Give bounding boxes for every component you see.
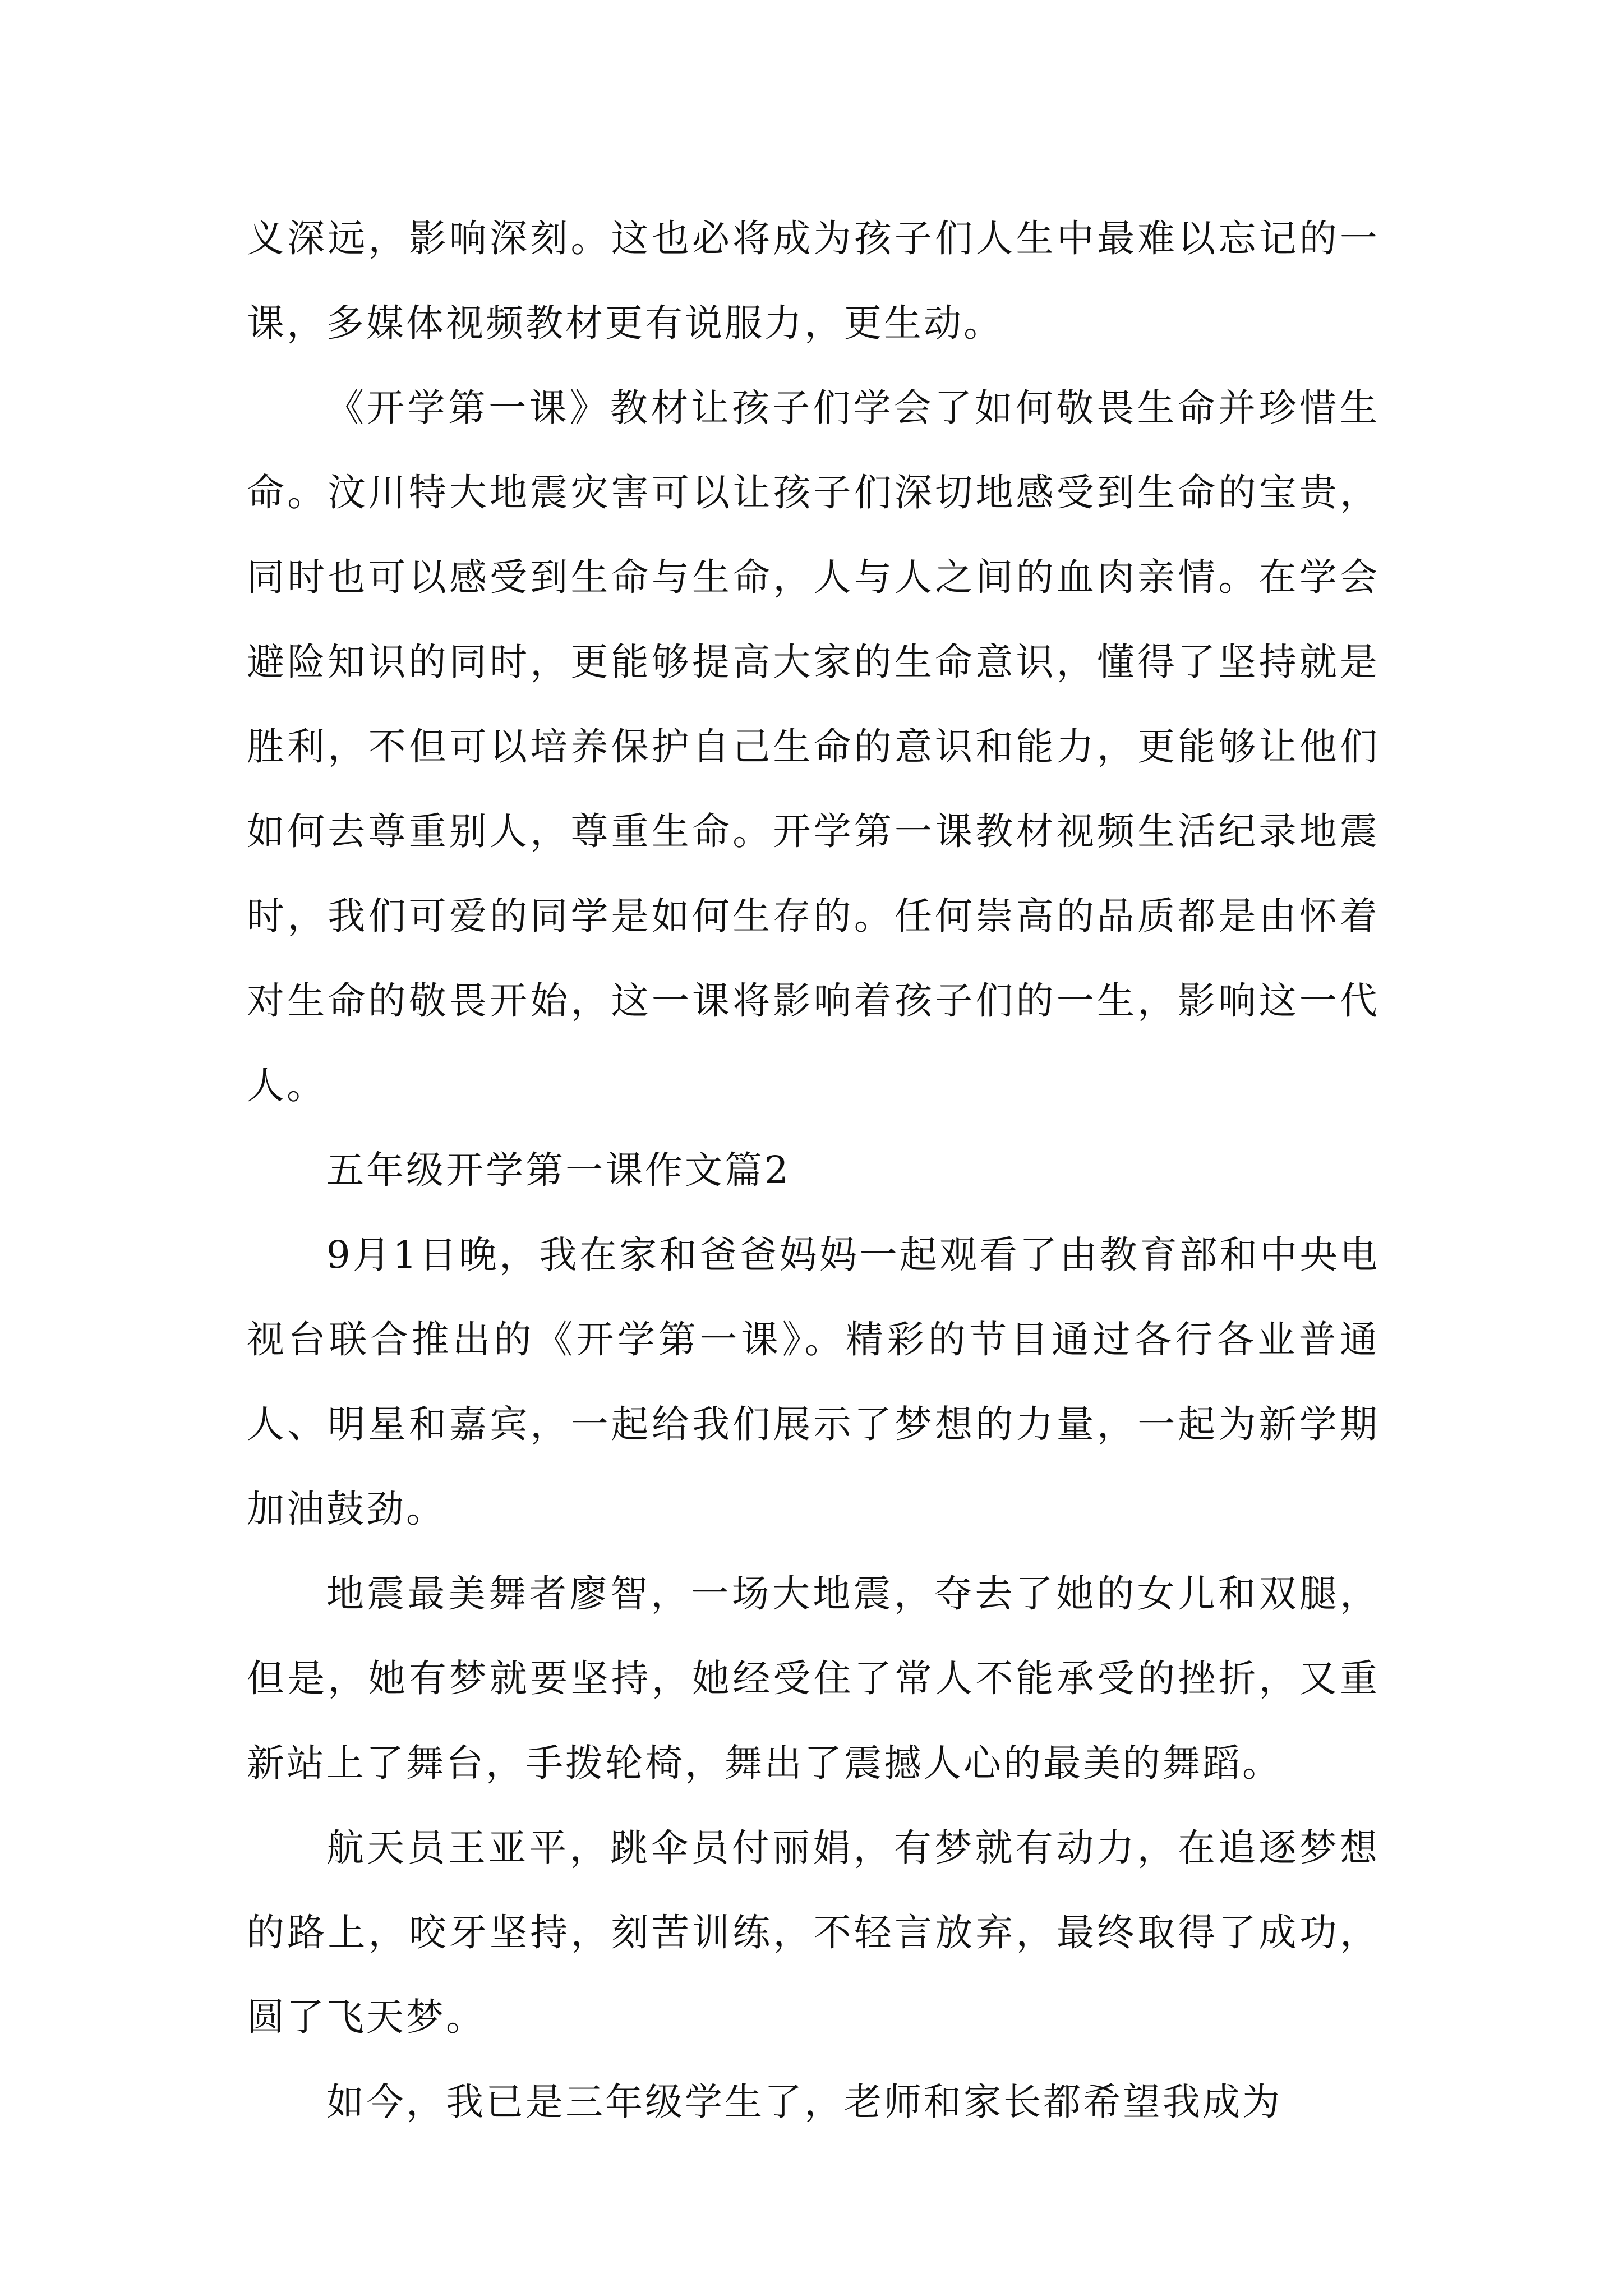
paragraph-closing: 如今，我已是三年级学生了，老师和家长都希望我成为 [326, 2080, 1282, 2124]
document-body [247, 196, 1380, 2145]
paragraph-lesson-reflection: 《开学第一课》教材让孩子们学会了如何敬畏生命并珍惜生命。汶川特大地震灾害可以让孩子们深切地感受到生命的宝贵，同时也可以感受到生命与生命，人与人之间的血肉亲情。在学会避险知识的同时，更能够提高大家的生命意识，懂得了坚持就是胜利，不但可以培养保护自己生命的意识和能力，更能够让他们如何去尊重别人，尊重生命。开学第一课教材视频生活纪录地震时，我们可爱的同学是如何生存的。任何崇高的品质都是由怀着对生命的敬畏开始，这一课将影响着孩子们的一生，影响这一代人。 [247, 386, 1380, 1107]
paragraph-intro: 9月1日晚，我在家和爸爸妈妈一起观看了由教育部和中央电视台联合推出的《开学第一课》。精彩的节目通过各行各业普通人、明星和嘉宾，一起给我们展示了梦想的力量，一起为新学期加油鼓劲。 [247, 1233, 1380, 1531]
paragraph-astronaut: 航天员王亚平，跳伞员付丽娟，有梦就有动力，在追逐梦想的路上，咬牙坚持，刻苦训练，不轻言放弃，最终取得了成功，圆了飞天梦。 [247, 1826, 1380, 2039]
section-heading: 五年级开学第一课作文篇2 [326, 1148, 791, 1192]
paragraph-continuation: 义深远，影响深刻。这也必将成为孩子们人生中最难以忘记的一课，多媒体视频教材更有说服力，更生动。 [247, 217, 1380, 345]
paragraph-dancer: 地震最美舞者廖智，一场大地震，夺去了她的女儿和双腿，但是，她有梦就要坚持，她经受住了常人不能承受的挫折，又重新站上了舞台，手拨轮椅，舞出了震撼人心的最美的舞蹈。 [247, 1572, 1380, 1785]
